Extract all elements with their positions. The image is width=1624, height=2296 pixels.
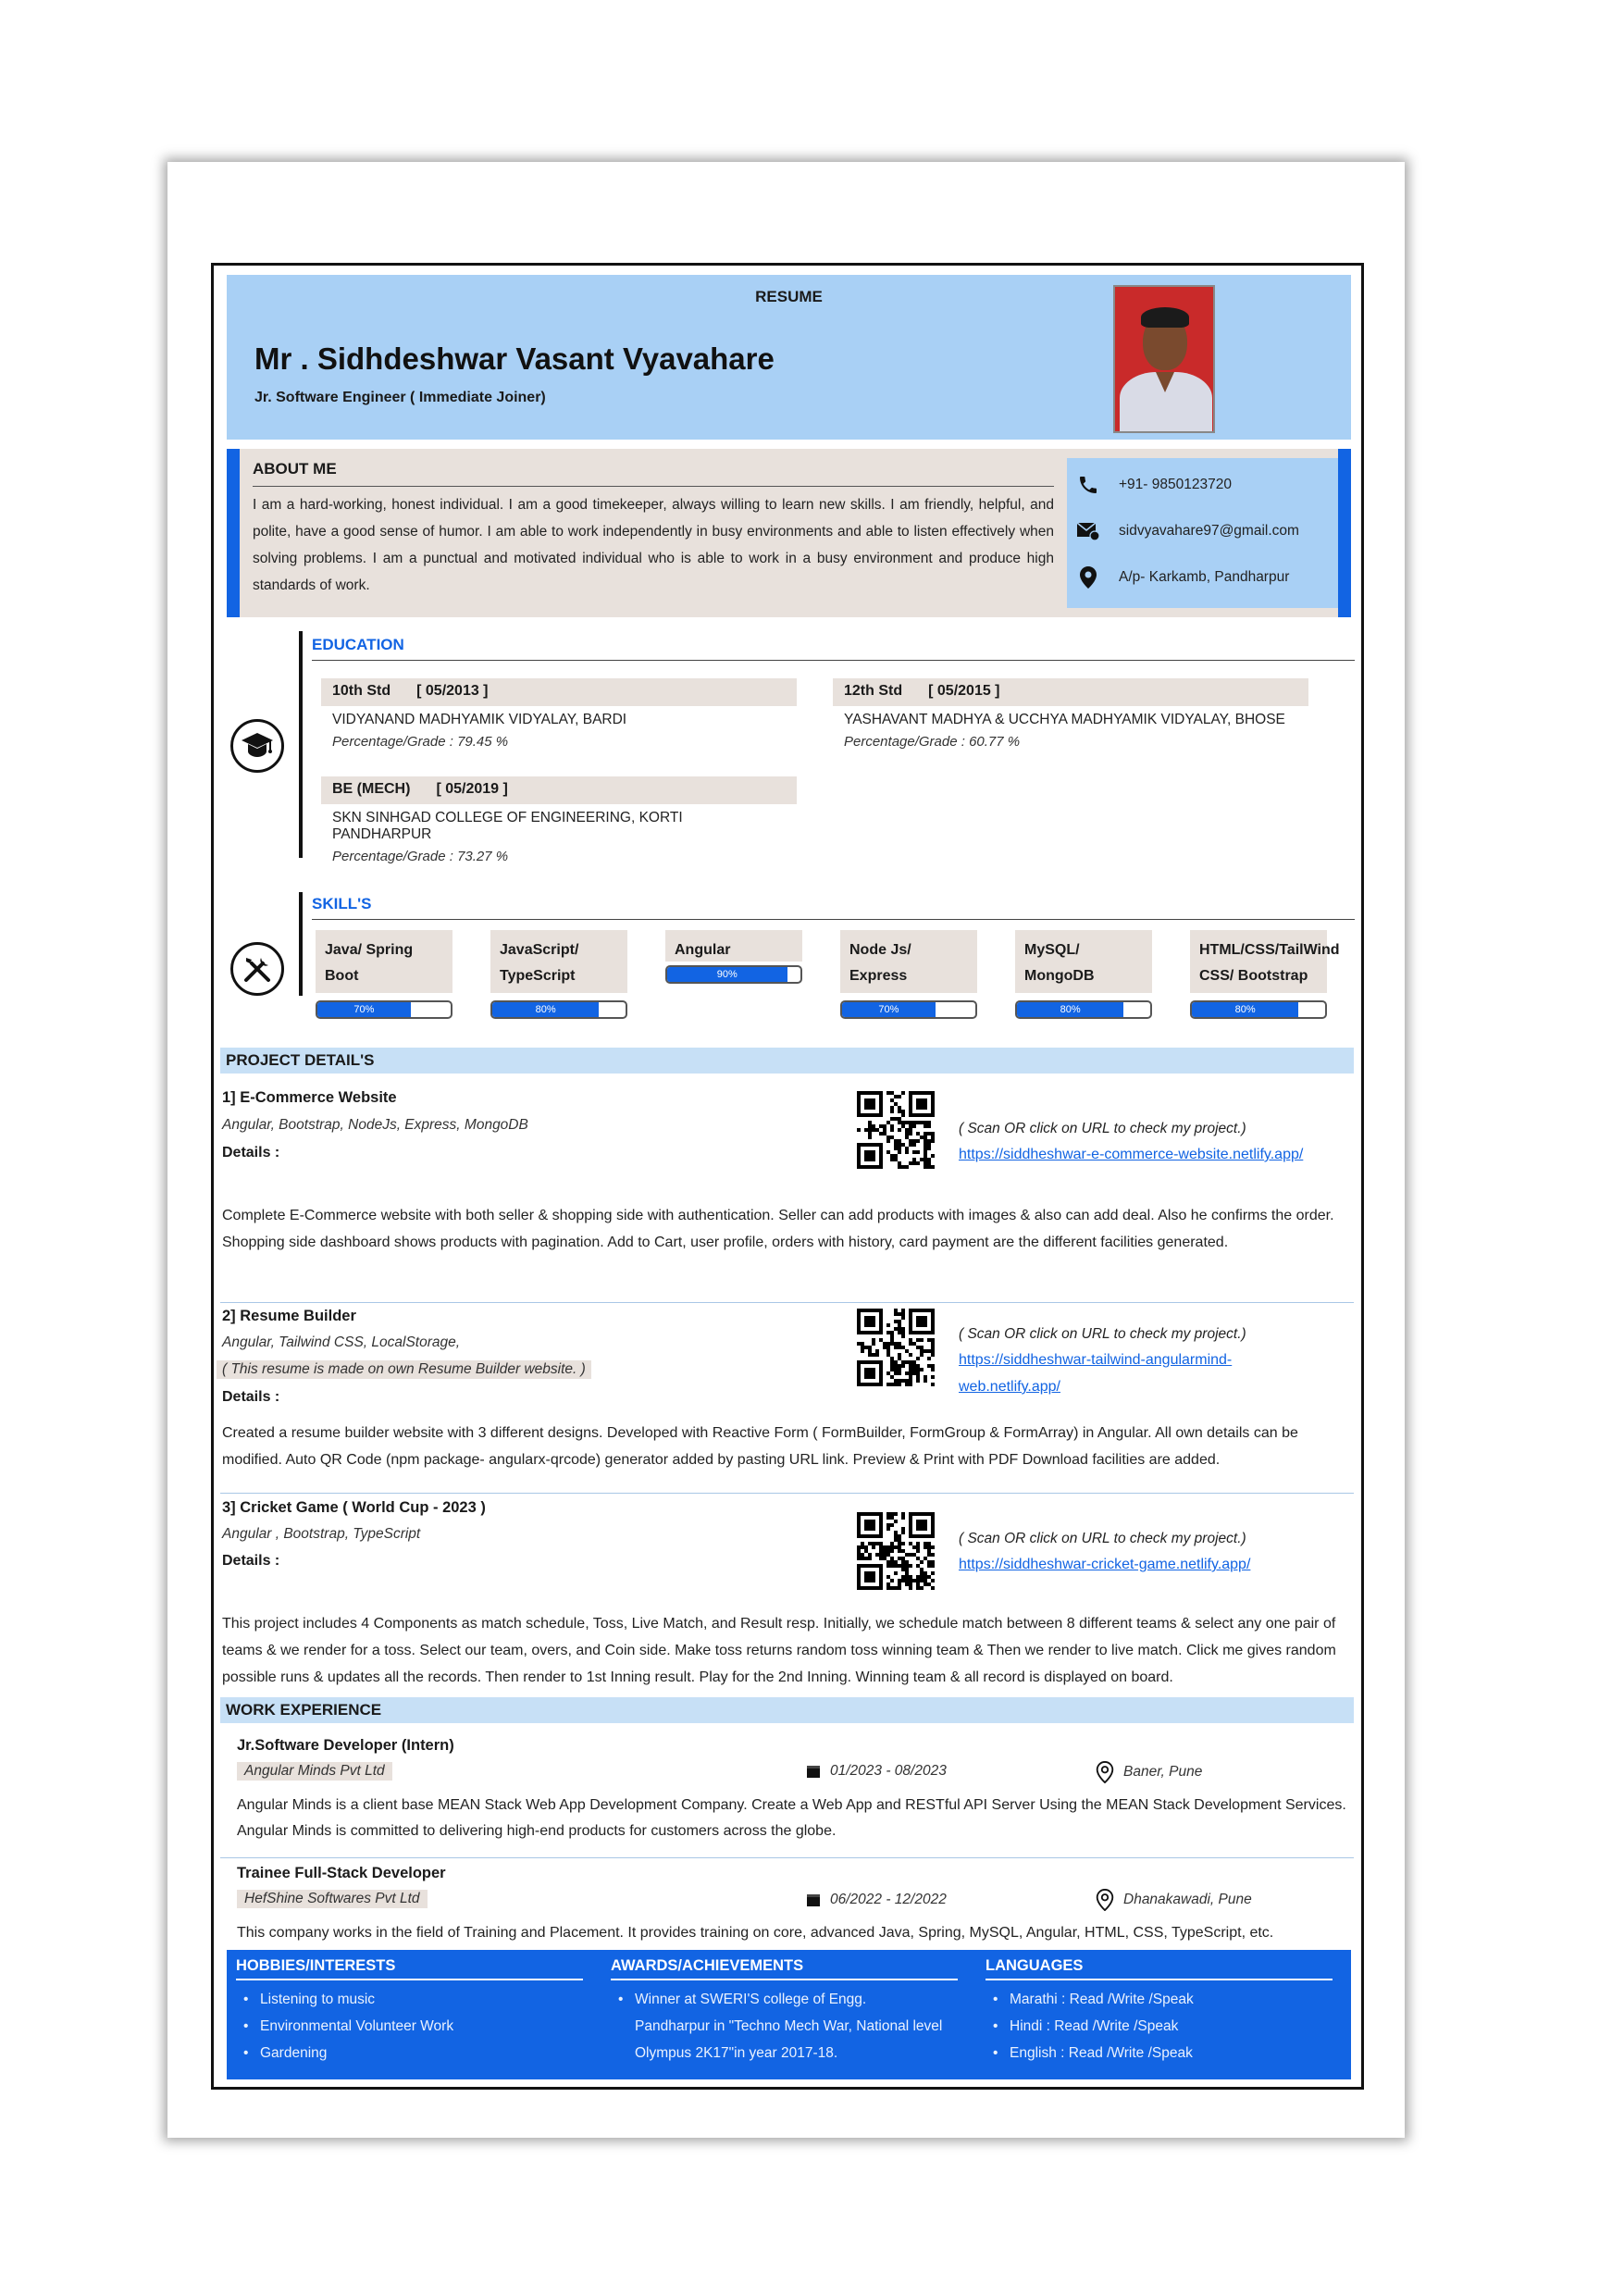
languages-title: LANGUAGES [986,1957,1333,1980]
education-level: 12th Std [844,683,903,699]
job-dates: 01/2023 - 08/2023 [830,1763,947,1779]
location-pin-icon [1096,1761,1114,1783]
skill-name-line: HTML/CSS/TailWind [1199,942,1340,958]
skill-card [1015,930,1152,1019]
skills-title: SKILL'S [312,895,372,912]
skill-name [840,930,977,993]
project-url-link[interactable]: https://siddheshwar-cricket-game.netlify.app/ [959,1557,1251,1572]
contact-phone-row [1076,471,1232,499]
skill-card [1190,930,1340,1019]
resume-label: RESUME [755,288,823,305]
skill-name-line: Java/ Spring [325,942,414,958]
job-location: Baner, Pune [1123,1764,1203,1780]
awards-column [611,1957,958,2066]
contact-email[interactable]: sidvyavahare97@gmail.com [1119,523,1299,539]
education-date: [ 05/2013 ] [416,683,489,699]
project-title: 3] Cricket Game ( World Cup - 2023 ) [222,1499,486,1516]
skill-progress-bar [316,1000,452,1019]
contact-address-row [1076,564,1289,591]
skill-progress-bar [1015,1000,1152,1019]
skill-name [316,930,452,993]
award-item: • Winner at SWERI'S college of Engg. Pandharpur in "Techno Mech War, National level Olympus 2K17"in year 2017-18. [611,1986,944,2066]
project-tech: Angular, Bootstrap, NodeJs, Express, MongoDB [222,1117,528,1133]
education-item [321,678,797,750]
tools-icon [230,942,284,996]
skill-card [490,930,627,1019]
education-level: BE (MECH) [332,781,411,797]
project-details-label: Details : [222,1553,280,1569]
education-level: 10th Std [332,683,391,699]
skill-name-line: CSS/ Bootstrap [1199,968,1308,984]
skill-name-line: TypeScript [500,968,576,984]
education-grade: Percentage/Grade : 73.27 % [332,849,509,864]
skill-progress-label: 80% [535,1004,556,1015]
project-description: This project includes 4 Components as match schedule, Toss, Live Match, and Result resp. Initially, we schedule match between 8 different teams & select any one pair of teams & we render for a toss. Select our team, overs, and Coin side. Make toss returns random toss winning team & Then we render to live match. Click me gives random possible runs & updates all the records. Then render to 1st Inning result. Play for the 2nd Inning. Winning team & all record is displayed on board. [222,1616,1336,1685]
project-note: ( This resume is made on own Resume Builder website. ) [217,1360,591,1379]
hobbies-column [236,1957,583,2066]
job-title: Jr.Software Developer (Intern) [237,1737,454,1754]
awards-title: AWARDS/ACHIEVEMENTS [611,1957,958,1980]
about-title: ABOUT ME [253,460,337,478]
skill-progress-label: 70% [878,1004,899,1015]
education-grade: Percentage/Grade : 60.77 % [844,734,1021,750]
calendar-icon [806,1893,821,1907]
language-item: • Hindi : Read /Write /Speak [986,2013,1333,2040]
project-tech: Angular , Bootstrap, TypeScript [222,1526,421,1542]
project-url-link-continued[interactable]: web.netlify.app/ [959,1379,1060,1395]
skill-progress-bar [665,965,802,984]
project-tech: Angular, Tailwind CSS, LocalStorage, [222,1334,461,1350]
job-description: Angular Minds is a client base MEAN Stack Web App Development Company. Create a Web App and RESTful API Server Using the MEAN Stack Development Services. Angular Minds is committed to delivering high-end products for customers across the globe. [237,1797,1346,1839]
job-company: HefShine Softwares Pvt Ltd [237,1890,428,1908]
skill-progress-label: 80% [1060,1004,1081,1015]
contact-address: A/p- Karkamb, Pandharpur [1119,569,1290,585]
about-section [227,449,1351,617]
project-qr-code[interactable] [855,1307,936,1397]
project-details-label: Details : [222,1389,280,1405]
job-location-row [1096,1889,1252,1911]
education-date: [ 05/2015 ] [928,683,1000,699]
languages-column [986,1957,1333,2066]
project-url-link[interactable]: https://siddheshwar-tailwind-angularmind- [959,1352,1233,1368]
project-scan-note: ( Scan OR click on URL to check my project.) [959,1121,1246,1136]
job-description: This company works in the field of Training and Placement. It provides training on core, advanced Java, Spring, MySQL, Angular, HTML, CSS, TypeScript, etc. [237,1925,1274,1941]
mail-icon [1076,519,1100,543]
skill-progress-label: 90% [716,969,738,980]
contact-email-row[interactable] [1076,517,1299,545]
projects-title: PROJECT DETAIL'S [220,1048,1354,1074]
project-scan-note: ( Scan OR click on URL to check my project.) [959,1326,1246,1342]
skills-vertical-line [299,892,303,996]
resume-frame [211,263,1364,2090]
skill-card [840,930,977,1019]
work-title: WORK EXPERIENCE [220,1697,1354,1723]
education-school: YASHAVANT MADHYA & UCCHYA MADHYAMIK VIDYALAY, BHOSE [844,712,1285,727]
qr-code-image [855,1089,936,1171]
candidate-role: Jr. Software Engineer ( Immediate Joiner) [254,390,546,405]
location-pin-icon [1096,1889,1114,1911]
job-location-row [1096,1761,1202,1783]
profile-photo [1113,285,1215,433]
footer-section [227,1950,1351,2079]
skill-progress-label: 80% [1234,1004,1256,1015]
skill-name-line: Angular [675,942,731,958]
education-grade: Percentage/Grade : 79.45 % [332,734,509,750]
project-details-label: Details : [222,1145,280,1160]
job-title: Trainee Full-Stack Developer [237,1865,446,1881]
job-dates-row [806,1763,947,1780]
hobbies-title: HOBBIES/INTERESTS [236,1957,583,1980]
skill-name [665,930,802,962]
resume-paper [167,162,1405,2138]
contact-phone: +91- 9850123720 [1119,477,1232,492]
education-school: VIDYANAND MADHYAMIK VIDYALAY, BARDI [332,712,627,727]
skill-name [490,930,627,993]
hobby-item: • Listening to music [236,1986,583,2013]
education-vertical-line [299,631,303,858]
job-location: Dhanakawadi, Pune [1123,1892,1252,1907]
education-school: SKN SINHGAD COLLEGE OF ENGINEERING, KORTI PANDHARPUR [332,810,683,842]
qr-code-image [855,1307,936,1388]
job-dates: 06/2022 - 12/2022 [830,1892,947,1907]
skill-progress-bar [1190,1000,1327,1019]
qr-code-image [855,1510,936,1592]
contact-box [1067,458,1338,608]
skill-progress-label: 70% [353,1004,375,1015]
about-text: I am a hard-working, honest individual. I am a good timekeeper, always willing to learn new skills. I am friendly, helpful, and polite, have a good sense of humor. I am able to work independently in busy environments and able to listen effectively when solving problems. I am a punctual and motivated individual who is able to work in a busy environment and produce high standards of work. [253,497,1054,593]
skill-name-line: JavaScript/ [500,942,579,958]
calendar-icon [806,1764,821,1779]
job-dates-row [806,1892,947,1908]
language-item: • English : Read /Write /Speak [986,2040,1333,2066]
skill-name [1190,930,1340,993]
location-pin-icon [1076,565,1100,590]
hobby-item: • Gardening [236,2040,583,2066]
skill-name-line: Express [849,968,908,984]
skill-card [316,930,452,1019]
skill-name-line: Node Js/ [849,942,911,958]
project-scan-note: ( Scan OR click on URL to check my project.) [959,1531,1246,1546]
hobby-item: • Environmental Volunteer Work [236,2013,583,2040]
skill-name-line: MongoDB [1024,968,1095,984]
project-qr-code[interactable] [855,1089,936,1180]
skill-card [665,930,802,984]
resume-header [227,275,1351,440]
skill-progress-bar [490,1000,627,1019]
language-item: • Marathi : Read /Write /Speak [986,1986,1333,2013]
job-company: Angular Minds Pvt Ltd [237,1762,392,1781]
education-item [321,776,797,864]
education-item [833,678,1308,750]
skill-progress-bar [840,1000,977,1019]
project-url-link[interactable]: https://siddheshwar-e-commerce-website.netlify.app/ [959,1147,1304,1162]
skill-name-line: MySQL/ [1024,942,1080,958]
education-date: [ 05/2019 ] [436,781,508,797]
project-qr-code[interactable] [855,1510,936,1601]
candidate-name: Mr . Sidhdeshwar Vasant Vyavahare [254,341,775,376]
graduation-cap-icon [230,719,284,773]
project-title: 2] Resume Builder [222,1308,356,1324]
project-description: Created a resume builder website with 3 different designs. Developed with Reactive Form ( FormBuilder, FormGroup & FormArray) in Angular. All own details can be modified. Auto QR Code (npm package- angularx-qrcode) generator added by pasting URL link. Preview & Print with PDF Download facilities are added. [222,1425,1298,1468]
project-description: Complete E-Commerce website with both seller & shopping side with authentication. Seller can add products with images & also can add deal. Also he confirms the order. Shopping side dashboard shows products with pagination. Add to Cart, user profile, orders with history, card payment are the different facilities generated. [222,1208,1334,1250]
phone-icon [1076,473,1100,497]
skill-name [1015,930,1152,993]
education-title: EDUCATION [312,636,404,653]
project-title: 1] E-Commerce Website [222,1089,397,1106]
skill-name-line: Boot [325,968,359,984]
